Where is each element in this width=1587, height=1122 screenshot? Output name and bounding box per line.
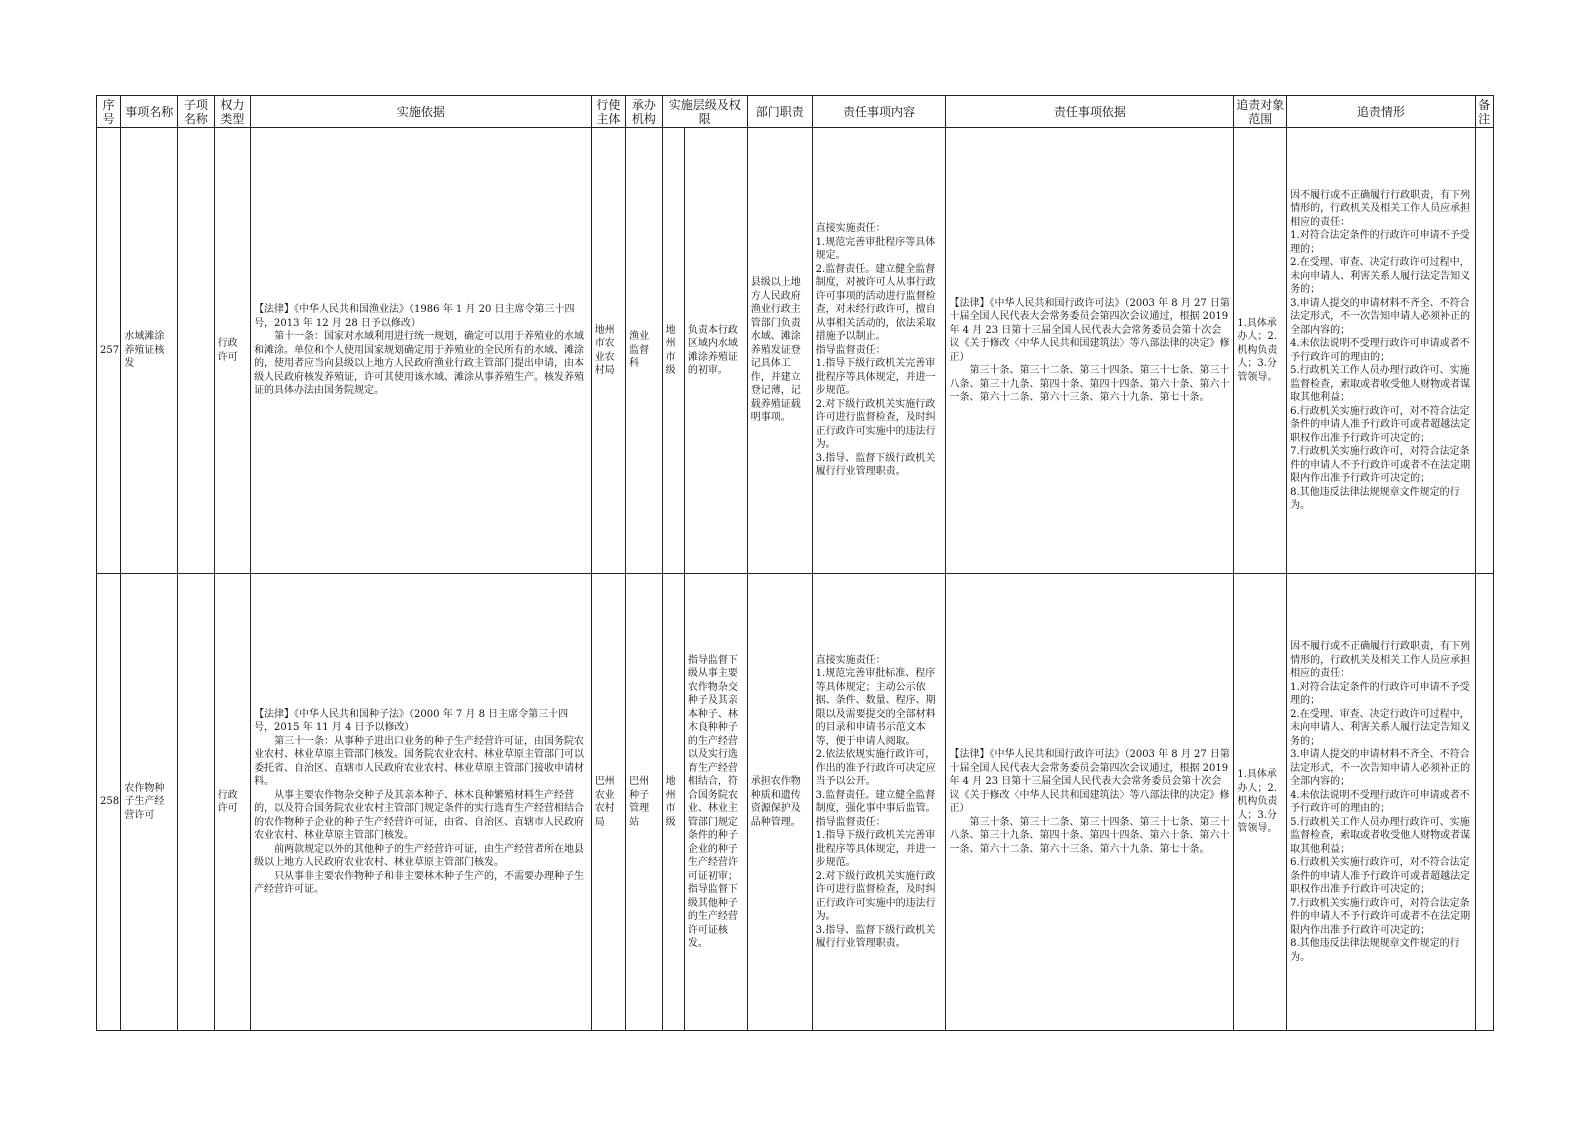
header-power-type: 权力类型 — [214, 96, 250, 128]
header-item-name: 事项名称 — [121, 96, 178, 128]
header-seq: 序号 — [97, 96, 121, 128]
header-accountability: 追责情形 — [1287, 96, 1476, 128]
row-subject: 地州市农业农村局 — [591, 128, 625, 574]
row-level: 地州市级 — [662, 128, 684, 574]
table-row — [97, 128, 1494, 574]
row-remark — [1475, 128, 1493, 574]
row-item-name: 水域滩涂养殖证核发 — [121, 128, 178, 574]
header-remark: 备注 — [1475, 96, 1493, 128]
row-scope: 1.具体承办人；2.机构负责人；3.分管领导。 — [1234, 128, 1287, 574]
header-sub-item: 子项名称 — [178, 96, 214, 128]
header-level-authority: 实施层级及权限 — [662, 96, 747, 128]
row-duty: 县级以上地方人民政府渔业行政主管部门负责水域、滩涂养殖发证登记具体工作，并建立登记薄，记载养殖证载明事项。 — [747, 128, 812, 574]
authority-list-table — [96, 95, 1494, 1031]
table-row — [97, 574, 1494, 1031]
row-agency: 渔业监督科 — [626, 128, 662, 574]
row-power-type: 行政许可 — [214, 574, 250, 1031]
basis-paragraph: 【法律】《中华人民共和国种子法》（2000 年 7 月 8 日主席令第三十四号，2015 年 11 月 4 日予以修改） — [254, 708, 569, 734]
row-agency: 巴州种子管理站 — [626, 574, 662, 1031]
row-accountability: 因不履行或不正确履行行政职责，有下列情形的，行政机关及相关工作人员应承担相应的责任： 1.对符合法定条件的行政许可申请不予受理的； 2.在受理、审查、决定行政许可过程中，未向申请人、利害关系人履行法定告知义务的； 3.申请人提交的申请材料不齐全、不符合法定形式，不一次告知申请人必须补正的全部内容的； 4.未依法说明不受理行政许可申请或者不予行政许可的理由的； 5.行政机关工作人员办理行政许可、实施监督检查，索取或者收受他人财物或者谋取其他利益； 6.行政机关实施行政许可，对不符合法定条件的申请人准予行政许可或者超越法定职权作出准予行政许可决定的； 7.行政机关实施行政许可，对符合法定条件的申请人不予行政许可或者不在法定期限内作出准予行政许可决定的； 8.其他违反法律法规规章文件规定的行为。 — [1287, 128, 1476, 574]
row-resp-content: 直接实施责任： 1.规范完善审批标准、程序等具体规定；主动公示依据、条件、数量、程序、期限以及需要提交的全部材料的目录和申请书示范文本等，便于申请人阅取。 2.依法依规实施行政许可，作出的准予行政许可决定应当予以公开。 3.监督责任。建立健全监督制度，强化事中事后监管。 指导监督责任： 1.指导下级行政机关完善审批程序等具体规定，并进一步规范。 2.对下级行政机关实施行政许可进行监督检查，及时纠正行政许可实施中的违法行为。 3.指导、监督下级行政机关履行行业管理职责。 — [812, 574, 946, 1031]
basis-paragraph: 只从事非主要农作物种子和非主要林木种子生产的，不需要办理种子生产经营许可证。 — [254, 870, 585, 896]
row-scope: 1.具体承办人；2.机构负责人；3.分管领导。 — [1234, 574, 1287, 1031]
row-resp-basis — [946, 574, 1234, 1031]
basis-paragraph: 前两款规定以外的其他种子的生产经营许可证，由生产经营者所在地县级以上地方人民政府农业农村、林业草原主管部门核发。 — [254, 843, 585, 869]
header-duty: 部门职责 — [747, 96, 812, 128]
header-basis: 实施依据 — [251, 96, 592, 128]
row-authority: 指导监督下级从事主要农作物杂交种子及其亲本种子、林木良种种子的生产经营以及实行选育生产经营相结合，符合国务院农业、林业主管部门规定条件的种子企业的种子生产经营许可证初审；指导监督下级其他种子的生产经营许可证核发。 — [684, 574, 747, 1031]
header-scope: 追责对象范围 — [1234, 96, 1287, 128]
row-power-type: 行政许可 — [214, 128, 250, 574]
row-seq: 257 — [97, 128, 121, 574]
row-level: 地州市级 — [662, 574, 684, 1031]
basis-paragraph: 第十一条：国家对水域利用进行统一规划，确定可以用于养殖业的水域和滩涂。单位和个人使用国家规划确定用于养殖业的全民所有的水域、滩涂的，使用者应当向县级以上地方人民政府渔业行政主管部门提出申请，由本级人民政府核发养殖证，许可其使用该水域、滩涂从事养殖生产。核发养殖证的具体办法由国务院规定。 — [254, 331, 585, 397]
basis-paragraph: 第三十一条：从事种子进出口业务的种子生产经营许可证，由国务院农业农村、林业草原主管部门核发。国务院农业农村、林业草原主管部门可以委托省、自治区、直辖市人民政府农业农村、林业草原主管部门接收申请材料。 — [254, 735, 585, 788]
row-authority: 负责本行政区域内水域滩涂养殖证的初审。 — [684, 128, 747, 574]
row-subject: 巴州农业农村局 — [591, 574, 625, 1031]
basis-paragraph: 从事主要农作物杂交种子及其亲本种子、林木良种繁殖材料生产经营的，以及符合国务院农业农村主管部门规定条件的实行选育生产经营相结合的农作物种子企业的种子生产经营许可证，由省、自治区、直辖市人民政府农业农村、林业草原主管部门核发。 — [254, 789, 585, 842]
row-item-name: 农作物种子生产经营许可 — [121, 574, 178, 1031]
header-row — [97, 96, 1494, 128]
resp-basis-paragraph: 【法律】《中华人民共和国行政许可法》（2003 年 8 月 27 日第十届全国人民代表大会常务委员会第四次会议通过，根据 2019 年 4 月 23 日第十三届全国人民代表大会常务委员会第十次会议《关于修改〈中华人民共和国建筑法〉等八部法律的决定》修正） — [949, 749, 1230, 815]
row-duty: 承担农作物种质和遗传资源保护及品种管理。 — [747, 574, 812, 1031]
row-seq: 258 — [97, 574, 121, 1031]
basis-paragraph: 【法律】《中华人民共和国渔业法》（1986 年 1 月 20 日主席令第三十四号，2013 年 12 月 28 日予以修改） — [254, 304, 575, 329]
row-accountability: 因不履行或不正确履行行政职责，有下列情形的，行政机关及相关工作人员应承担相应的责任： 1.对符合法定条件的行政许可申请不予受理的； 2.在受理、审查、决定行政许可过程中，未向申请人、利害关系人履行法定告知义务的； 3.申请人提交的申请材料不齐全、不符合法定形式，不一次告知申请人必须补正的全部内容的； 4.未依法说明不受理行政许可申请或者不予行政许可的理由的； 5.行政机关工作人员办理行政许可、实施监督检查，索取或者收受他人财物或者谋取其他利益； 6.行政机关实施行政许可，对不符合法定条件的申请人准予行政许可或者超越法定职权作出准予行政许可决定的； 7.行政机关实施行政许可，对符合法定条件的申请人不予行政许可或者不在法定期限内作出准予行政许可决定的； 8.其他违反法律法规规章文件规定的行为。 — [1287, 574, 1476, 1031]
row-basis — [251, 574, 592, 1031]
row-sub-item — [178, 574, 214, 1031]
header-resp-basis: 责任事项依据 — [946, 96, 1234, 128]
resp-basis-paragraph: 【法律】《中华人民共和国行政许可法》（2003 年 8 月 27 日第十届全国人民代表大会常务委员会第四次会议通过，根据 2019 年 4 月 23 日第十三届全国人民代表大会常务委员会第十次会议《关于修改〈中华人民共和国建筑法〉等八部法律的决定》修正） — [949, 297, 1230, 363]
row-basis — [251, 128, 592, 574]
row-resp-content: 直接实施责任： 1.规范完善审批程序等具体规定。 2.监督责任。建立健全监督制度，对被许可人从事行政许可事项的活动进行监督检查，对未经行政许可，擅自从事相关活动的，依法采取措施予以制止。 指导监督责任： 1.指导下级行政机关完善审批程序等具体规定，并进一步规范。 2.对下级行政机关实施行政许可进行监督检查，及时纠正行政许可实施中的违法行为。 3.指导、监督下级行政机关履行行业管理职责。 — [812, 128, 946, 574]
header-resp-content: 责任事项内容 — [812, 96, 946, 128]
resp-basis-paragraph: 第三十条、第三十二条、第三十四条、第三十七条、第三十八条、第三十九条、第四十条、第四十四条、第六十条、第六十一条、第六十二条、第六十三条、第六十九条、第七十条。 — [949, 816, 1230, 855]
row-remark — [1475, 574, 1493, 1031]
header-subject: 行使主体 — [591, 96, 625, 128]
resp-basis-paragraph: 第三十条、第三十二条、第三十四条、第三十七条、第三十八条、第三十九条、第四十条、第四十四条、第六十条、第六十一条、第六十二条、第六十三条、第六十九条、第七十条。 — [949, 365, 1230, 404]
row-resp-basis — [946, 128, 1234, 574]
row-sub-item — [178, 128, 214, 574]
header-agency: 承办机构 — [626, 96, 662, 128]
